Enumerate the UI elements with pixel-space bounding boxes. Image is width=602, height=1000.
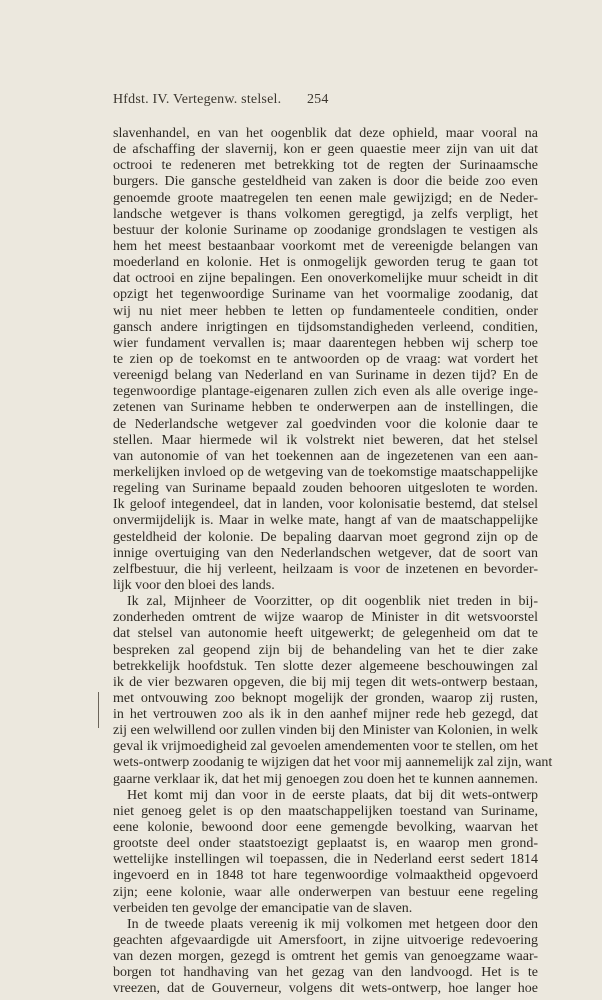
text-line: van dezen morgen, gezegd is omtrent het gemis van genoegzame waar- <box>113 949 538 965</box>
text-line: zonderheden omtrent de wijze waarop de Minister in dit wetsvoorstel <box>113 610 538 626</box>
text-line: eene kolonie, bewoond door eene gemengde bevolking, waarvan het <box>113 820 538 836</box>
page-number: 254 <box>306 92 329 107</box>
text-line: te zien op de toekomst en te antwoorden op de vraag: wat vordert het <box>113 351 538 367</box>
text-line: vreezen, dat de Gouverneur, volgens dit wets-ontwerp, hoe langer hoe <box>113 981 538 997</box>
text-line: zij een welwillend oor zullen vinden bij den Minister van Kolonien, in welk <box>113 723 538 739</box>
text-line: genoemde groote maatregelen ten eenen male gewijzigd; en de Neder- <box>113 190 538 206</box>
text-line: gesteldheid der kolonie. De bepaling daarvan moet gegrond zijn op de <box>113 529 538 545</box>
text-line: tegenwoordige plantage-eigenaren zullen zich even als alle overige inge- <box>113 384 538 400</box>
text-line: Ik geloof integendeel, dat in landen, voor kolonisatie bestemd, dat stelsel <box>113 497 538 513</box>
text-line: wettelijke instellingen wil toepassen, die in Nederland eerst sedert 1814 <box>113 852 538 868</box>
text-line: merkelijken invloed op de wetgeving van de toekomstige maatschappelijke <box>113 464 538 480</box>
text-line: wier fundament vervallen is; maar daarentegen hebben wij scherp toe <box>113 335 538 351</box>
text-line: borgen tot handhaving van het gezag van den landvoogd. Het is te <box>113 965 538 981</box>
text-line: wij nu niet meer hebben te letten op fundamenteele conditien, onder <box>113 303 538 319</box>
text-line: dat stelsel van autonomie heeft uitgewerkt; de gelegenheid om dat te <box>113 626 538 642</box>
text-line: geachten afgevaardigde uit Amersfoort, in zijne uitvoerige redevoering <box>113 933 538 949</box>
text-line: van autonomie of van het toekennen aan de ingezetenen van een aan- <box>113 448 538 464</box>
text-line: lijk voor den bloei des lands. <box>113 577 275 593</box>
text-line: landsche wetgever is thans volkomen geregtigd, ja zelfs verpligt, het <box>113 206 538 222</box>
text-line: wets-ontwerp zoodanig te wijzigen dat het voor mij aannemelijk zal zijn, want <box>113 755 553 771</box>
text-line: onvermijdelijk is. Maar in welke mate, hangt af van de maatschappelijke <box>113 513 538 529</box>
text-line: burgers. Die gansche gesteldheid van zaken is door die beide zoo even <box>113 174 538 190</box>
chapter-title: Hfdst. IV. Vertegenw. stelsel. <box>113 92 282 107</box>
text-line: zelfbestuur, die hij verleent, heilzaam is voor de inzetenen en bevorder- <box>113 561 538 577</box>
text-line: gansch andere inrigtingen en tijdsomstandigheden verleend, conditien, <box>113 319 538 335</box>
text-line: met ontvouwing zoo beknopt mogelijk der gronden, waarop zij rusten, <box>113 690 538 706</box>
text-line: Ik zal, Mijnheer de Voorzitter, op dit oogenblik niet treden in bij- <box>127 594 538 610</box>
text-line: de Nederlandsche wetgever zal goedvinden voor die kolonie daar te <box>113 416 538 432</box>
text-line: innige overtuiging van den Nederlandschen wetgever, dat de soort van <box>113 545 538 561</box>
text-line: in het vertrouwen zoo als ik in den aanhef mijner rede heb gezegd, dat <box>113 707 538 723</box>
text-line: zetenen van Suriname hebben te onderwerpen aan de instellingen, die <box>113 400 538 416</box>
text-line: de afschaffing der slavernij, kon er geen quaestie meer zijn van uit dat <box>113 142 538 158</box>
text-line: gaarne verklaar ik, dat het mij genoegen zou doen het te kunnen aannemen. <box>113 771 538 787</box>
text-line: bespreken zal geopend zijn bij de behandeling van het te dier zake <box>113 642 538 658</box>
text-line: vereenigd belang van Nederland en van Suriname in dezen tijd? En de <box>113 368 538 384</box>
body-text <box>113 126 553 998</box>
text-line: slavenhandel, en van het oogenblik dat deze ophield, maar vooral na <box>113 126 538 141</box>
text-line: opzigt het tegenwoordige Suriname van het voormalige zoodanig, dat <box>113 287 538 303</box>
text-line: Het komt mij dan voor in de eerste plaats, dat bij dit wets-ontwerp <box>127 787 538 803</box>
running-header <box>113 92 543 112</box>
text-line: bestuur der kolonie Suriname op zoodanige grondslagen te vestigen als <box>113 222 538 238</box>
text-line: dat octrooi en zijne bepalingen. Een onoverkomelijke muur scheidt in dit <box>113 271 538 287</box>
text-line: stellen. Maar hiermede wil ik volstrekt niet beweren, dat het stelsel <box>113 432 538 448</box>
text-line: zijn; eene kolonie, waar alle onderwerpen van bestuur eene regeling <box>113 884 538 900</box>
text-line: ingevoerd en in 1848 tot hare tegenwoordige volmaaktheid opgevoerd <box>113 868 538 884</box>
text-line: betrekkelijk hoofdstuk. Ten slotte dezer algemeene beschouwingen zal <box>113 658 538 674</box>
text-line: ik de vier bezwaren opgeven, die bij mij tegen dit wets-ontwerp bestaan, <box>113 674 538 690</box>
text-line: grootste deel onder staatstoezigt geplaatst is, en waarop men grond- <box>113 836 538 852</box>
text-line: regeling van Suriname bepaald zouden behooren uitgesloten te worden. <box>113 481 538 497</box>
text-line: moederland en kolonie. Het is onmogelijk geworden terug te gaan tot <box>113 255 538 271</box>
text-line: hem het meest bestaanbaar voorkomt met de vereenigde belangen van <box>113 238 538 254</box>
text-line: niet genoeg gelet is op den maatschappelijken toestand van Suriname, <box>113 803 538 819</box>
text-line: In de tweede plaats vereenig ik mij volkomen met hetgeen door den <box>127 916 538 932</box>
margin-mark <box>98 692 99 728</box>
text-line: geval ik vrijmoedigheid zal gevoelen amendementen voor te stellen, om het <box>113 739 538 755</box>
text-line: verbeiden ten gevolge der emancipatie van de slaven. <box>113 900 413 916</box>
text-line: octrooi te redeneren met betrekking tot de regten der Surinaamsche <box>113 158 538 174</box>
